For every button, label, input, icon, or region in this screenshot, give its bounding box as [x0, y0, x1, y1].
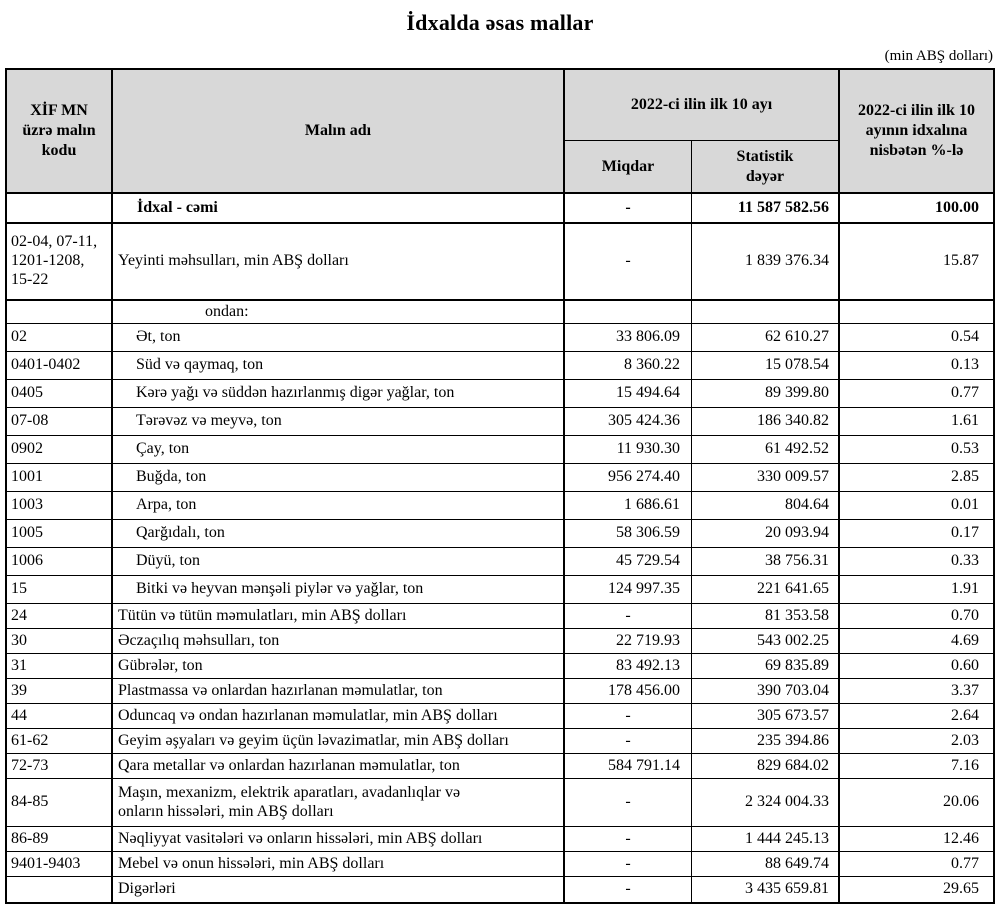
cell-share: 0.70	[951, 606, 979, 624]
cell-name: Gübrələr, ton	[113, 654, 565, 678]
cell-share: 1.91	[951, 580, 979, 598]
cell-name: Süd və qaymaq, ton	[113, 352, 565, 379]
header-period: 2022-ci ilin ilk 10 ayı	[565, 70, 840, 141]
cell-quantity: 33 806.09	[565, 324, 692, 351]
table-row	[7, 301, 993, 324]
cell-quantity: 305 424.36	[565, 408, 692, 435]
cell-code: 0902	[7, 436, 113, 463]
cell-quantity: -	[565, 827, 692, 851]
cell-code: 1001	[7, 464, 113, 491]
cell-code: 1006	[7, 548, 113, 575]
table-row	[7, 224, 993, 301]
cell-stat-value: 186 340.82	[692, 408, 840, 435]
cell-stat-value: 1 839 376.34	[692, 224, 840, 299]
cell-quantity: 8 360.22	[565, 352, 692, 379]
cell-code: 84-85	[7, 779, 113, 826]
cell-quantity: 956 274.40	[565, 464, 692, 491]
table-row	[7, 827, 993, 852]
cell-name: Bitki və heyvan mənşəli piylər və yağlar, ton	[113, 576, 565, 603]
table-row	[7, 576, 993, 604]
cell-share: 0.77	[951, 854, 979, 872]
cell-share: 15.87	[943, 252, 979, 270]
cell-share: 2.64	[951, 706, 979, 724]
cell-quantity: 178 456.00	[565, 679, 692, 703]
cell-stat-value: 88 649.74	[692, 852, 840, 876]
cell-quantity: -	[565, 779, 692, 826]
cell-code: 07-08	[7, 408, 113, 435]
table-row	[7, 492, 993, 520]
cell-name: Düyü, ton	[113, 548, 565, 575]
table-row	[7, 408, 993, 436]
cell-name: Nəqliyyat vasitələri və onların hissələri, min ABŞ dolları	[113, 827, 565, 851]
cell-share: 20.06	[943, 793, 979, 811]
cell-quantity: -	[565, 729, 692, 753]
cell-code: 30	[7, 629, 113, 653]
cell-name: Qara metallar və onlardan hazırlanan məmulatlar, ton	[113, 754, 565, 778]
cell-name: Tərəvəz və meyvə, ton	[113, 408, 565, 435]
table-row	[7, 629, 993, 654]
cell-share: 1.61	[951, 412, 979, 430]
cell-name: Digərləri	[113, 877, 565, 902]
header-quantity: Miqdar	[565, 141, 692, 192]
cell-share: 100.00	[935, 198, 979, 216]
cell-code: 44	[7, 704, 113, 728]
cell-code: 86-89	[7, 827, 113, 851]
cell-share: 0.01	[951, 496, 979, 514]
cell-share: 0.60	[951, 656, 979, 674]
cell-name: Qarğıdalı, ton	[113, 520, 565, 547]
cell-share: 0.53	[951, 440, 979, 458]
cell-quantity: -	[565, 224, 692, 299]
table-row	[7, 779, 993, 827]
cell-name: Buğda, ton	[113, 464, 565, 491]
cell-stat-value: 11 587 582.56	[692, 194, 840, 222]
cell-quantity: -	[565, 852, 692, 876]
cell-share: 0.77	[951, 384, 979, 402]
table-row	[7, 852, 993, 877]
header-name: Malın adı	[113, 70, 565, 192]
imports-table	[5, 68, 995, 904]
cell-share: 0.33	[951, 552, 979, 570]
cell-share: 29.65	[943, 880, 979, 898]
cell-stat-value: 543 002.25	[692, 629, 840, 653]
table-row	[7, 729, 993, 754]
cell-stat-value: 20 093.94	[692, 520, 840, 547]
cell-quantity: 11 930.30	[565, 436, 692, 463]
cell-share	[840, 301, 993, 323]
cell-code: 39	[7, 679, 113, 703]
cell-quantity: -	[565, 704, 692, 728]
cell-code	[7, 877, 113, 902]
cell-stat-value: 330 009.57	[692, 464, 840, 491]
header-code: XİF MN üzrə malın kodu	[7, 70, 113, 192]
table-row	[7, 704, 993, 729]
cell-quantity: 124 997.35	[565, 576, 692, 603]
table-row	[7, 679, 993, 704]
cell-quantity: 584 791.14	[565, 754, 692, 778]
cell-code: 1005	[7, 520, 113, 547]
cell-name: Arpa, ton	[113, 492, 565, 519]
cell-quantity: 83 492.13	[565, 654, 692, 678]
cell-quantity	[565, 301, 692, 323]
cell-quantity: 15 494.64	[565, 380, 692, 407]
header-stat-value: Statistik dəyər	[692, 141, 840, 192]
cell-name: Yeyinti məhsulları, min ABŞ dolları	[113, 224, 565, 299]
cell-name: Tütün və tütün məmulatları, min ABŞ dolları	[113, 604, 565, 628]
cell-name: Plastmassa və onlardan hazırlanan məmulatlar, ton	[113, 679, 565, 703]
cell-stat-value: 69 835.89	[692, 654, 840, 678]
cell-stat-value: 1 444 245.13	[692, 827, 840, 851]
cell-share: 0.54	[951, 328, 979, 346]
cell-stat-value: 89 399.80	[692, 380, 840, 407]
table-row	[7, 436, 993, 464]
cell-stat-value: 81 353.58	[692, 604, 840, 628]
cell-share: 3.37	[951, 681, 979, 699]
table-row	[7, 324, 993, 352]
cell-stat-value: 15 078.54	[692, 352, 840, 379]
table-row	[7, 520, 993, 548]
cell-code	[7, 301, 113, 323]
cell-code: 0405	[7, 380, 113, 407]
cell-share: 2.85	[951, 468, 979, 486]
cell-name: Oduncaq və ondan hazırlanan məmulatlar, min ABŞ dolları	[113, 704, 565, 728]
cell-stat-value: 3 435 659.81	[692, 877, 840, 902]
cell-code: 72-73	[7, 754, 113, 778]
cell-name: İdxal - cəmi	[113, 194, 565, 222]
cell-stat-value: 305 673.57	[692, 704, 840, 728]
table-row	[7, 380, 993, 408]
cell-share: 12.46	[943, 829, 979, 847]
cell-stat-value: 61 492.52	[692, 436, 840, 463]
cell-stat-value: 235 394.86	[692, 729, 840, 753]
cell-share: 2.03	[951, 731, 979, 749]
cell-name: Geyim əşyaları və geyim üçün ləvazimatlar, min ABŞ dolları	[113, 729, 565, 753]
table-row	[7, 604, 993, 629]
cell-stat-value: 221 641.65	[692, 576, 840, 603]
header-share: 2022-ci ilin ilk 10 ayının idxalına nisbətən %-lə	[858, 102, 975, 159]
cell-code: 24	[7, 604, 113, 628]
page-title: İdxalda əsas mallar	[406, 10, 594, 35]
cell-share: 7.16	[951, 756, 979, 774]
cell-share: 0.17	[951, 524, 979, 542]
table-row	[7, 464, 993, 492]
cell-share: 0.13	[951, 356, 979, 374]
cell-quantity: 58 306.59	[565, 520, 692, 547]
cell-code: 9401-9403	[7, 852, 113, 876]
cell-code: 02	[7, 324, 113, 351]
unit-note: (min ABŞ dolları)	[884, 48, 993, 64]
cell-code: 31	[7, 654, 113, 678]
table-row	[7, 194, 993, 224]
cell-quantity: 45 729.54	[565, 548, 692, 575]
table-row	[7, 352, 993, 380]
cell-name: Ət, ton	[113, 324, 565, 351]
table-row	[7, 654, 993, 679]
cell-name: Mebel və onun hissələri, min ABŞ dolları	[113, 852, 565, 876]
cell-code	[7, 194, 113, 222]
cell-stat-value: 62 610.27	[692, 324, 840, 351]
table-row	[7, 877, 993, 902]
table-row	[7, 548, 993, 576]
table-body	[7, 194, 993, 902]
cell-stat-value: 804.64	[692, 492, 840, 519]
cell-code: 61-62	[7, 729, 113, 753]
cell-share: 4.69	[951, 631, 979, 649]
cell-quantity: 22 719.93	[565, 629, 692, 653]
cell-code: 1003	[7, 492, 113, 519]
cell-name: Əczaçılıq məhsulları, ton	[113, 629, 565, 653]
table-row	[7, 754, 993, 779]
cell-code: 0401-0402	[7, 352, 113, 379]
cell-stat-value	[692, 301, 840, 323]
cell-name: Çay, ton	[113, 436, 565, 463]
cell-stat-value: 2 324 004.33	[692, 779, 840, 826]
cell-name: Maşın, mexanizm, elektrik aparatları, avadanlıqlar və onların hissələri, min ABŞ dolları	[113, 779, 565, 826]
cell-quantity: -	[565, 877, 692, 902]
cell-stat-value: 38 756.31	[692, 548, 840, 575]
cell-code: 15	[7, 576, 113, 603]
cell-quantity: -	[565, 604, 692, 628]
cell-name: ondan:	[113, 301, 565, 323]
cell-quantity: 1 686.61	[565, 492, 692, 519]
cell-quantity: -	[565, 194, 692, 222]
cell-stat-value: 390 703.04	[692, 679, 840, 703]
cell-name: Kərə yağı və süddən hazırlanmış digər yağlar, ton	[113, 380, 565, 407]
table-header	[7, 70, 993, 194]
cell-code: 02-04, 07-11, 1201-1208, 15-22	[7, 224, 113, 299]
cell-stat-value: 829 684.02	[692, 754, 840, 778]
